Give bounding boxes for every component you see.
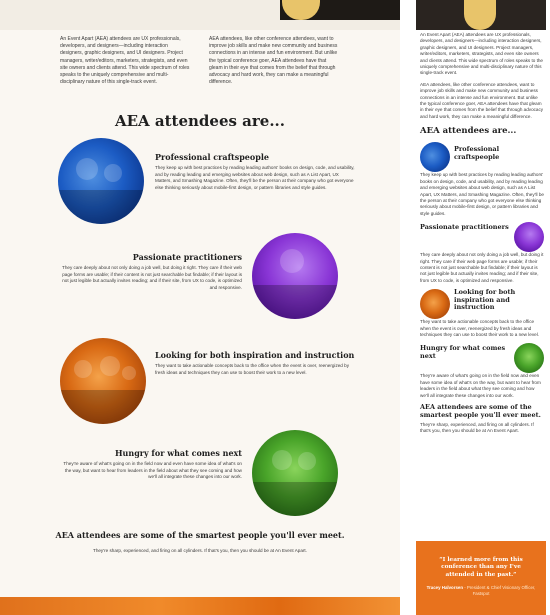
quote-text: “I learned more from this conference than any I've attended in the past.” [439,557,523,578]
section-craftspeople [155,152,355,191]
section-body: They care deeply about not only doing a job well, but doing it right. They care if their web page forms are usable; if their content is not just searchable but findable; if their layout is not just legible but actually invites reading; and if their site, from UX to code, is optimized and responsive. [62,265,242,290]
mobile-smartest-callout [420,404,544,435]
aea-logo-badge[interactable] [464,0,496,30]
hungry-photo [252,430,338,516]
practitioners-photo [252,233,338,319]
intro-columns [60,36,340,86]
section-title: Professional craftspeople [155,152,269,162]
mobile-layout [416,0,546,615]
mobile-section-craftspeople [420,142,544,217]
intro-paragraph-2: AEA attendees, like other conference attendees, want to improve job skills and make new community and business connections in an intense and fun environment. But unlike the typical conference goer, AEA attendees have that gleam in their eye that comes from the belief that through advocacy and hard work, they can make a meaningful difference. [420,81,544,119]
section-body: They keep up with best practices by reading leading authors' books on design, code, and usability, and by reading leading and emerging websites about web design, such as A List Apart, UX Matters, and Smashing Magazine. Often, they'll be the person at their company who got everyone else thinking seriously about mobile-first design, or pattern libraries and style guides. [420,172,544,216]
intro-paragraph-2: AEA attendees, like other conference attendees, want to improve job skills and make new community and business connections in an intense and fun environment. But unlike the typical conference goer, AEA attendees have that gleam in their eye that comes from the belief that through advocacy and hard work, they can make a meaningful difference. [209,36,338,86]
section-title: Professional craftspeople [454,145,500,161]
quote-author-name: Tracey Halvorsen [426,585,464,591]
craftspeople-photo [420,142,450,172]
section-heading: AEA attendees are... [420,126,517,137]
craftspeople-photo [58,138,144,224]
intro-paragraph-1: An Event Apart (AEA) attendees are UX professionals, developers, and designers—including interaction designers, graphic designers, and UI designers. Project managers, writer/editors, marketers, strategists, and even site owners and clients attend. This wide spectrum of roles speaks to the uniquely comprehensive and multi-disciplinary nature of this single-track event. [420,32,543,76]
section-practitioners [62,252,242,291]
section-title: Looking for both inspiration and instruction [454,288,516,312]
section-body: They want to take actionable concepts back to the office when the event is over, reenergized by fresh ideas and techniques they can use to boost their work to a new level. [420,319,539,337]
mobile-content [420,32,544,440]
smartest-body: They're sharp, experienced, and firing on all cylinders. If that's you, then you should be at An Event Apart. [93,548,307,553]
practitioners-photo [514,222,544,252]
section-hungry [62,448,242,481]
section-inspiration [155,350,355,376]
mobile-section-practitioners [420,222,544,284]
smartest-title: AEA attendees are some of the smartest people you'll ever meet. [55,530,345,540]
section-title: Hungry for what comes next [420,344,506,360]
smartest-callout [0,530,400,553]
section-title: Passionate practitioners [420,223,509,232]
smartest-body: They're sharp, experienced, and firing on all cylinders. If that's you, then you should be at An Event Apart. [420,422,534,434]
intro-paragraph-1: An Event Apart (AEA) attendees are UX professionals, developers, and designers—including interaction designers, graphic designers, and UI designers. Project managers, writer/editors, marketers, strategists, and even site owners and clients attend. This wide spectrum of roles speaks to the uniquely comprehensive and multi-disciplinary nature of this single-track event. [60,36,190,86]
footer-band [0,597,400,615]
section-body: They care deeply about not only doing a job well, but doing it right. They care if their web page forms are usable; if their content is not just searchable but findable; if their layout is not just legible but actually invites reading; and if their site, from UX to code, is optimized and responsive. [420,252,544,283]
inspiration-photo [60,338,146,424]
section-title: Looking for both inspiration and instruction [155,350,355,360]
quote-attribution [426,585,536,596]
smartest-title: AEA attendees are some of the smartest people you'll ever meet. [420,403,541,419]
section-body: They want to take actionable concepts back to the office when the event is over, reenergized by fresh ideas and techniques they can use to boost their work to a new level. [155,363,349,375]
inspiration-photo [420,289,450,319]
section-body: They keep up with best practices by reading leading authors' books on design, code, and usability, and by reading leading and emerging websites about web design, such as A List Apart, UX Matters, and Smashing Magazine. Often, they'll be the person at their company who got everyone else thinking seriously about mobile-first design, or pattern libraries and style guides. [155,165,355,190]
testimonial-quote [416,541,546,615]
section-title: Hungry for what comes next [115,448,242,458]
mobile-section-inspiration [420,289,544,338]
hungry-photo [514,343,544,373]
section-body: They're aware of what's going on in the field now and even have some idea of what's on the way, but want to hear from leaders in the field about what they see coming and how we'll all integrate these changes into our work. [420,373,541,398]
section-title: Passionate practitioners [132,252,242,262]
mobile-section-hungry [420,343,544,399]
quote-author-role: - President & Chief Visionary Officer, Fastspot [463,585,536,596]
header-banner [0,0,400,30]
mobile-header-banner [416,0,546,30]
section-heading: AEA attendees are... [114,112,286,130]
section-body: They're aware of what's going on in the field now and even have some idea of what's on the way, but want to hear from leaders in the field about what they see coming and how we'll all integrate these changes into our work. [63,461,242,480]
